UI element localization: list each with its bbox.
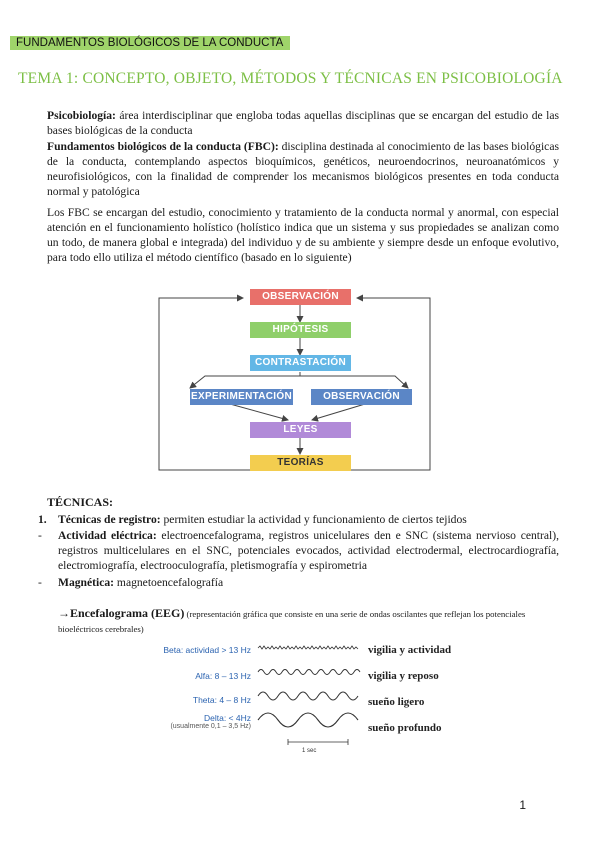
eeg-beta-state: vigilia y actividad xyxy=(368,644,452,656)
beta-wave xyxy=(258,646,358,649)
eeg-theta-label: Theta: 4 – 8 Hz xyxy=(192,695,251,705)
intro-paragraph-2 xyxy=(47,139,559,199)
intro-paragraph-3: Los FBC se encargan del estudio, conocimiento y tratamiento de la conducta normal y anormal, con especial atención en el funcionamiento holístico (holístico indica que un sistema y sus propiedades se analizan como un todo, de manera global e integrada) del individuo y de su ambiente y siempre desde un enfoque evolutivo, para todo ello utiliza el método científico (basado en lo siguiente) xyxy=(47,206,559,264)
bullet-2-dash: - xyxy=(38,576,42,589)
box-leyes: LEYES xyxy=(250,422,351,438)
box-teorias: TEORÍAS xyxy=(250,455,351,471)
theta-wave xyxy=(258,692,358,700)
bullet-magnetica: Magnética: magnetoencefalografía xyxy=(58,576,224,589)
eeg-theta-state: sueño ligero xyxy=(368,696,425,708)
item-1-number: 1. xyxy=(38,513,47,526)
registro-term: Técnicas de registro: xyxy=(58,513,161,526)
psicobiologia-definition: área interdisciplinar que engloba todas aquellas disciplinas que se encargan del estudio de las bases biológicas de la conducta xyxy=(47,109,559,137)
actividad-electrica-term: Actividad eléctrica: xyxy=(58,529,157,542)
arrow-con-exp xyxy=(190,372,300,388)
bullet-1-dash: - xyxy=(38,529,42,542)
fbc-term: Fundamentos biológicos de la conducta (FBC): xyxy=(47,140,279,153)
eeg-description: →Encefalograma (EEG) (representación gráfica que consiste en una serie de ondas oscilantes que reflejan los potenciales bioeléctricos cerebrales) xyxy=(58,606,526,634)
eeg-waves xyxy=(256,638,366,758)
eeg-alfa-label: Alfa: 8 – 13 Hz xyxy=(195,671,251,681)
intro-paragraph-1 xyxy=(47,108,559,138)
arrow-con-obs xyxy=(300,376,408,388)
box-contrastacion: CONTRASTACIÓN xyxy=(250,355,351,371)
eeg-delta-sublabel: (usualmente 0,1 – 3,5 Hz) xyxy=(170,723,251,730)
eeg-scale-label: 1 sec xyxy=(302,748,317,754)
delta-wave xyxy=(258,713,358,727)
eeg-delta-state: sueño profundo xyxy=(368,722,442,734)
eeg-beta-label: Beta: actividad > 13 Hz xyxy=(163,645,251,655)
eeg-delta-label: Delta: < 4Hz xyxy=(203,713,251,723)
eeg-term: Encefalograma (EEG) xyxy=(70,606,185,620)
arrow-icon: → xyxy=(58,606,70,620)
course-header: FUNDAMENTOS BIOLÓGICOS DE LA CONDUCTA xyxy=(10,36,290,50)
item-1: Técnicas de registro: permiten estudiar la actividad y funcionamiento de ciertos tejidos xyxy=(58,513,467,526)
box-observacion-right: OBSERVACIÓN xyxy=(311,389,412,405)
box-observacion-top: OBSERVACIÓN xyxy=(250,289,351,305)
arrow-obs-leyes xyxy=(312,404,365,420)
alfa-wave xyxy=(258,670,360,675)
arrow-exp-leyes xyxy=(230,404,288,420)
box-experimentacion: EXPERIMENTACIÓN xyxy=(190,389,293,405)
box-hipotesis: HIPÓTESIS xyxy=(250,322,351,338)
tecnicas-heading: TÉCNICAS: xyxy=(47,495,114,509)
bullet-actividad-electrica: Actividad eléctrica: electroencefalograma, registros unicelulares den e SNC (sistema nervioso central), registros multicelulares en el SNC, potenciales evocados, actividad electrodermal, electrocardiografía, electromiografía, electrooculografía, pletismografía y espirometria xyxy=(58,529,559,572)
page-number: 1 xyxy=(519,798,526,812)
eeg-alfa-state: vigilia y reposo xyxy=(368,670,439,682)
right-feedback-line xyxy=(350,298,430,470)
fbc-definition: disciplina destinada al conocimiento de las bases biológicas de la conducta, contemplando aspectos bioquímicos, genéticos, neuroendocrinos, neuroanatómicos y neurofisiológicos, con la finalidad de comprender los mecanismos biológicos presentes en toda conducta normal y patológica xyxy=(47,140,559,198)
left-feedback-line xyxy=(159,298,250,470)
scientific-method-diagram xyxy=(150,282,450,478)
psicobiologia-term: Psicobiología: xyxy=(47,109,116,122)
tema-title: TEMA 1: CONCEPTO, OBJETO, MÉTODOS Y TÉCNICAS EN PSICOBIOLOGÍA xyxy=(18,70,563,87)
magnetica-term: Magnética: xyxy=(58,576,115,589)
